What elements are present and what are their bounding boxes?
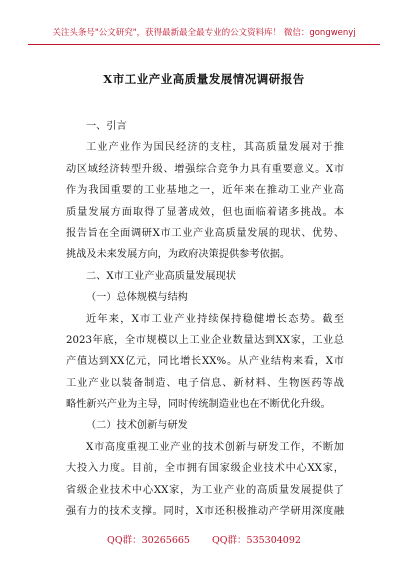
paragraph-line: 省级企业技术中心XX家，为工业产业的高质量发展提供了 <box>66 484 344 496</box>
paragraph-line: 近年来，X市工业产业持续保持稳健增长态势。截至 <box>86 313 344 325</box>
subsection-heading: （一）总体规模与结构 <box>86 292 188 304</box>
section-heading: 一、引言 <box>86 121 127 132</box>
paragraph-line: 大投入力度。目前，全市拥有国家级企业技术中心XX家， <box>66 463 344 475</box>
paragraph-line: 产值达到XX亿元，同比增长XX%。从产业结构来看，X市 <box>66 356 344 368</box>
paragraph-line: X市高度重视工业产业的技术创新与研发工作，不断加 <box>86 441 344 453</box>
footer-qq-group-1: QQ群：30265665 <box>107 535 190 546</box>
footer-contact <box>0 532 408 546</box>
subsection-heading: （二）技术创新与研发 <box>86 420 188 432</box>
paragraph-line: 工业产业以装备制造、电子信息、新材料、生物医药等战 <box>66 377 344 389</box>
section-heading: 二、X市工业产业高质量发展现状 <box>86 270 236 282</box>
document-body <box>66 116 344 522</box>
paragraph-line: 2023年底，全市规模以上工业企业数量达到XX家，工业总 <box>66 334 344 346</box>
document-title: X市工业产业高质量发展情况调研报告 <box>103 72 305 86</box>
paragraph-line: 挑战及未来发展方向，为政府决策提供参考依据。 <box>66 249 291 261</box>
paragraph-line: 工业产业作为国民经济的支柱，其高质量发展对于推 <box>86 142 344 154</box>
paragraph-line: 强有力的技术支撑。同时，X市还积极推动产学研用深度融 <box>66 506 344 518</box>
paragraph-line: 略性新兴产业为主导，同时传统制造业也在不断优化升级。 <box>66 399 331 411</box>
paragraph-line: 报告旨在全面调研X市工业产业高质量发展的现状、优势、 <box>66 227 344 239</box>
paragraph-line: 作为我国重要的工业基地之一，近年来在推动工业产业高 <box>66 185 344 197</box>
paragraph-line: 质量发展方面取得了显著成效，但也面临着诸多挑战。本 <box>66 206 344 218</box>
paragraph-line: 动区域经济转型升级、增强综合竞争力具有重要意义。X市 <box>66 163 344 175</box>
header-divider <box>28 44 380 45</box>
footer-qq-group-2: QQ群：535304092 <box>211 535 301 546</box>
header-banner: 关注头条号"公文研究"，获得最新最全最专业的公文资料库！ 微信：gongwenyj <box>52 28 356 38</box>
